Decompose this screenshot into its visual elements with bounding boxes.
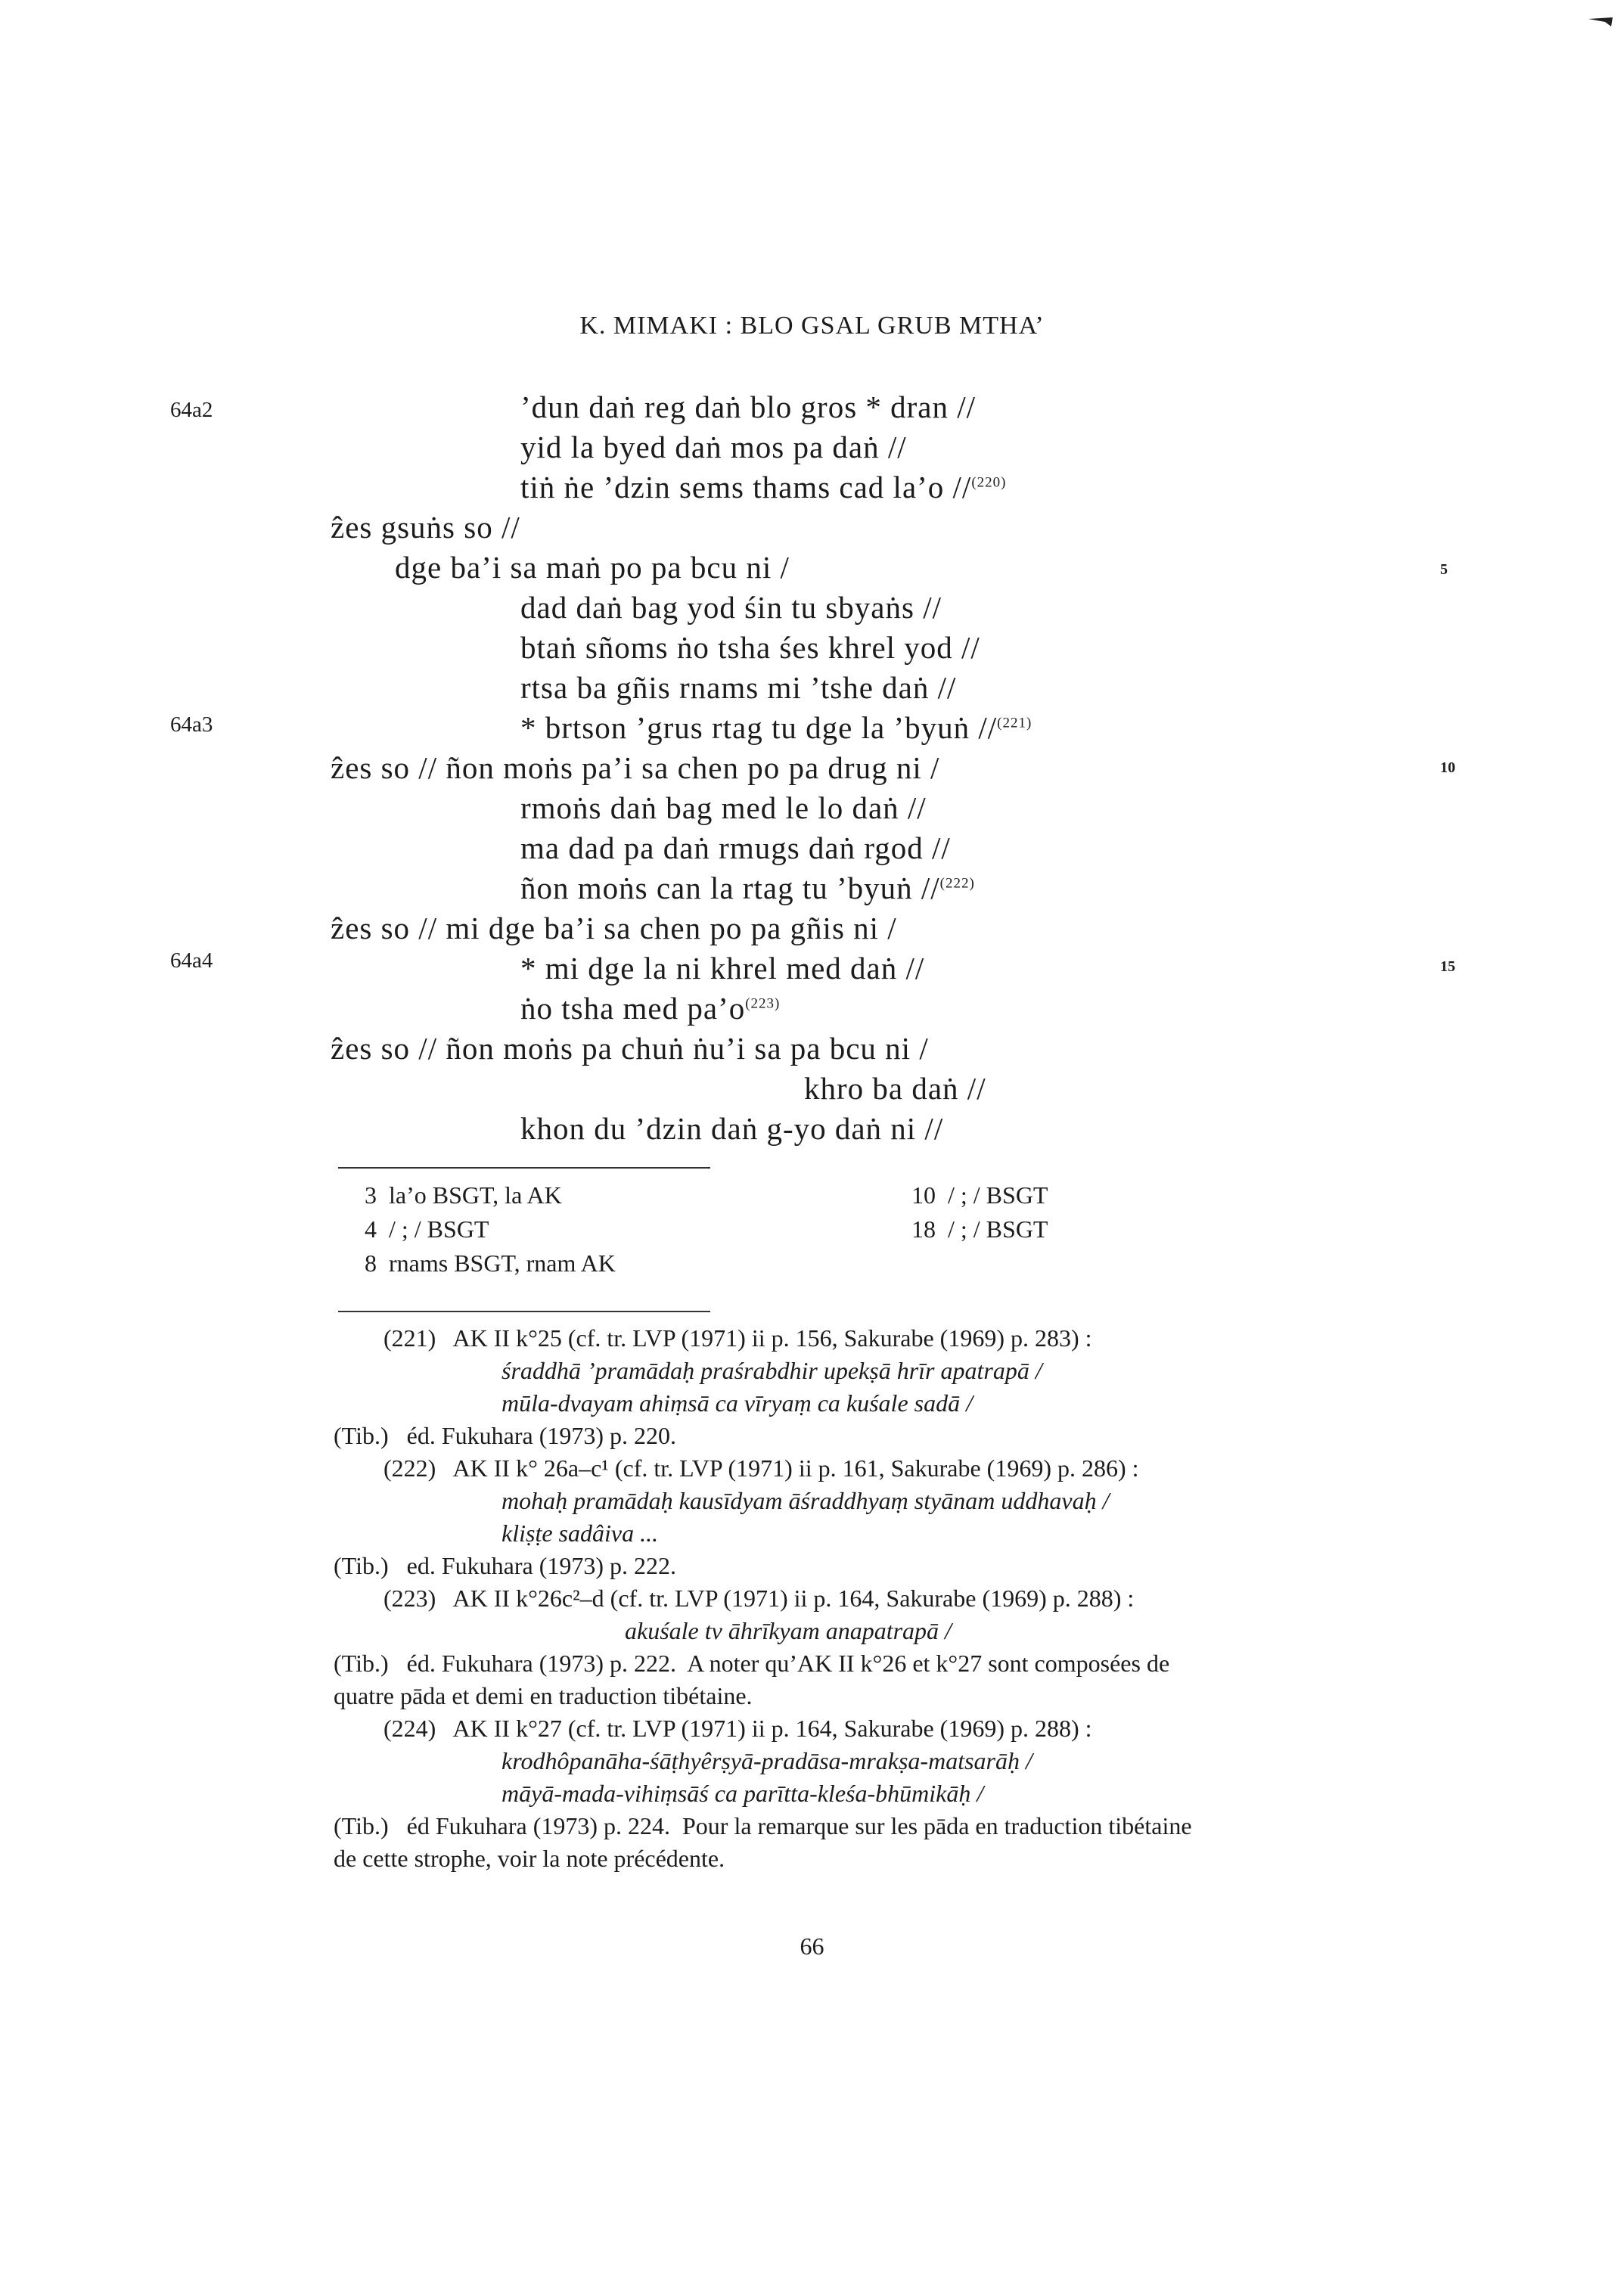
line-number: 15 (1440, 958, 1455, 975)
note-ref: (221) (997, 715, 1032, 731)
footnote-line: akuśale tv āhrīkyam anapatrapā / (625, 1617, 952, 1644)
line-number: 5 (1440, 561, 1448, 578)
variant-entry: 8 rnams BSGT, rnam AK (365, 1249, 616, 1277)
variant-entry: 4 / ; / BSGT (365, 1215, 489, 1243)
note-ref: (223) (745, 995, 781, 1012)
verse-line: ẑes so // ñon moṅs pa’i sa chen po pa drug ni / (331, 750, 940, 785)
footnote-line: krodhôpanāha-śāṭhyêrṣyā-pradāsa-mrakṣa-matsarāḥ / (501, 1747, 1032, 1774)
folio-ref: 64a4 (170, 948, 213, 973)
separator-rule (338, 1311, 710, 1312)
verse-line: ñon moṅs can la rtag tu ’byuṅ //$^{(222)}$ (520, 871, 975, 905)
verse-line: tiṅ ṅe ’dzin sems thams cad la’o //$^{(220)}$ (520, 470, 1007, 504)
footnote-line: mohaḥ pramādaḥ kausīdyam āśraddhyaṃ styānam uddhavaḥ / (501, 1487, 1110, 1514)
verse-line: dad daṅ bag yod śin tu sbyaṅs // (520, 590, 942, 625)
verse-line: * mi dge la ni khrel med daṅ // (520, 951, 925, 986)
footnote-line: quatre pāda et demi en traduction tibétaine. (334, 1682, 753, 1709)
footnote-line: de cette strophe, voir la note précédente. (334, 1845, 725, 1872)
footnote-line: (222) AK II k° 26a–c¹ (cf. tr. LVP (1971) ii p. 161, Sakurabe (1969) p. 286) : (383, 1454, 1139, 1482)
footnote-line: (Tib.) éd. Fukuhara (1973) p. 222. A noter qu’AK II k°26 et k°27 sont composées de (334, 1650, 1170, 1677)
footnote-line: kliṣṭe sadâiva ... (501, 1520, 659, 1547)
footnote-line: (Tib.) éd Fukuhara (1973) p. 224. Pour la remarque sur les pāda en traduction tibétaine (334, 1812, 1192, 1839)
verse-line: ẑes gsuṅs so // (331, 510, 520, 545)
corner-mark (1588, 17, 1613, 26)
footnote-line: (Tib.) éd. Fukuhara (1973) p. 220. (334, 1422, 676, 1449)
page-number: 66 (800, 1932, 824, 1960)
verse-line: ma dad pa daṅ rmugs daṅ rgod // (520, 830, 951, 865)
footnote-line: mūla-dvayam ahiṃsā ca vīryaṃ ca kuśale sadā / (501, 1389, 973, 1417)
note-ref: (220) (971, 474, 1007, 491)
verse-line: rmoṅs daṅ bag med le lo daṅ // (520, 790, 927, 825)
verse-line: ṅo tsha med $pa’o^{(223)}$ (520, 991, 781, 1026)
line-number: 10 (1440, 759, 1455, 776)
variant-entry: 3 la’o BSGT, la AK (365, 1181, 562, 1209)
verse-line: khon du ’dzin daṅ g-yo daṅ ni // (520, 1111, 944, 1146)
variant-entry: 10 / ; / BSGT (911, 1181, 1048, 1209)
verse-line: rtsa ba gñis rnams mi ’tshe daṅ // (520, 670, 957, 705)
footnote-line: māyā-mada-vihiṃsāś ca parītta-kleśa-bhūmikāḥ / (501, 1780, 984, 1807)
note-ref: (222) (939, 875, 975, 892)
variant-entry: 18 / ; / BSGT (911, 1215, 1048, 1243)
footnote-line: (223) AK II k°26c²–d (cf. tr. LVP (1971) ii p. 164, Sakurabe (1969) p. 288) : (383, 1585, 1135, 1612)
verse-line: ’dun daṅ reg daṅ blo gros * dran // (520, 390, 977, 424)
footnote-line: (221) AK II k°25 (cf. tr. LVP (1971) ii p. 156, Sakurabe (1969) p. 283) : (383, 1324, 1092, 1352)
verse-line: dge ba’i sa maṅ po pa bcu ni / (395, 550, 790, 585)
folio-ref: 64a3 (170, 712, 213, 737)
verse-line: ẑes so // mi dge ba’i sa chen po pa gñis ni / (331, 911, 897, 945)
verse-line: * brtson ’grus rtag tu dge la ’byuṅ //$^{(221)}$ (520, 710, 1032, 745)
running-title: K. MIMAKI : BLO GSAL GRUB MTHA’ (579, 312, 1045, 340)
verse-line: ẑes so // ñon moṅs pa chuṅ ṅu’i sa pa bcu ni / (331, 1031, 929, 1066)
folio-ref: 64a2 (170, 398, 213, 422)
verse-line: btaṅ sñoms ṅo tsha śes khrel yod // (520, 630, 980, 665)
verse-line: khro ba daṅ // (804, 1071, 986, 1106)
verse-line: yid la byed daṅ mos pa daṅ // (520, 430, 907, 464)
footnote-line: śraddhā ’pramādaḥ praśrabdhir upekṣā hrīr apatrapā / (501, 1357, 1042, 1384)
separator-rule (338, 1167, 710, 1169)
footnote-line: (224) AK II k°27 (cf. tr. LVP (1971) ii p. 164, Sakurabe (1969) p. 288) : (383, 1715, 1092, 1742)
footnote-line: (Tib.) ed. Fukuhara (1973) p. 222. (334, 1552, 676, 1579)
